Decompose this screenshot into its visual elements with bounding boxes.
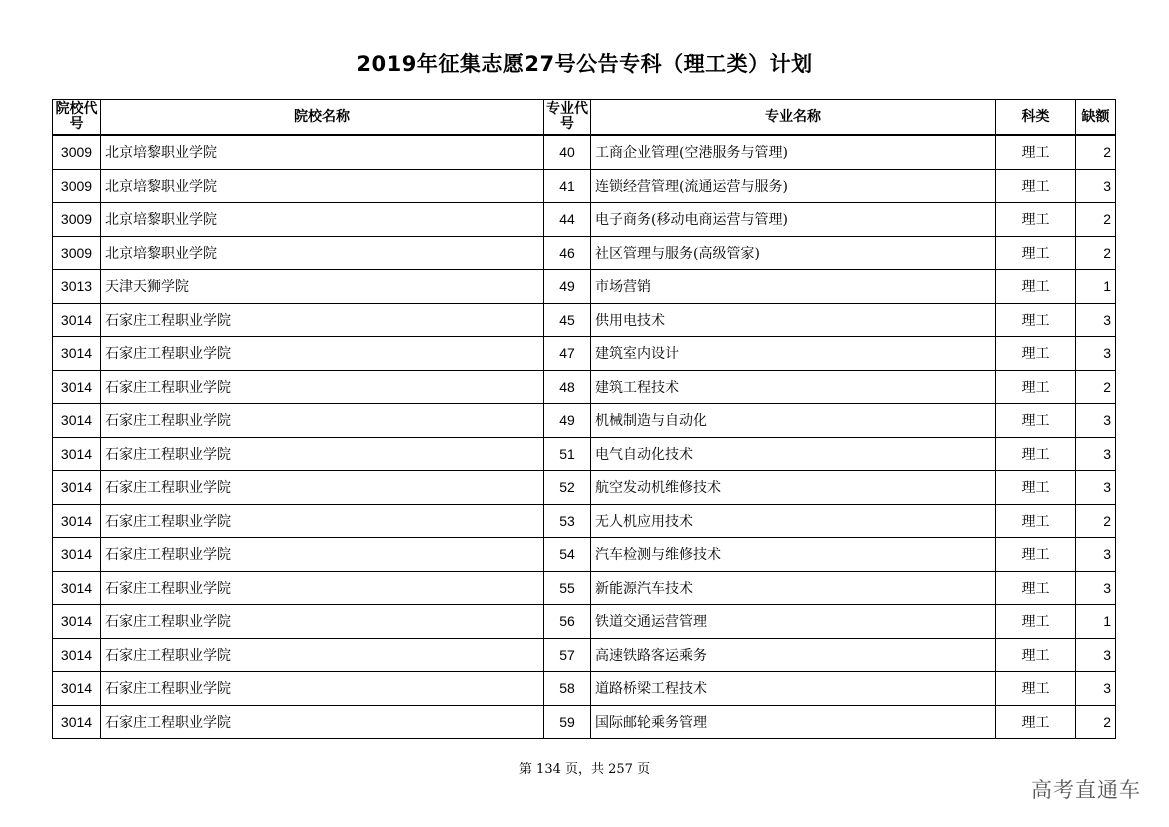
vacancy-cell: 1: [1076, 605, 1116, 639]
table-body: [53, 135, 1116, 739]
school-code-cell: 3009: [53, 236, 101, 270]
table-header: [53, 100, 1116, 136]
table-row: [53, 504, 1116, 538]
category-cell: 理工: [996, 203, 1076, 237]
major-code-cell: 58: [544, 672, 591, 706]
vacancy-cell: 2: [1076, 135, 1116, 169]
vacancy-cell: 3: [1076, 437, 1116, 471]
table-row: [53, 605, 1116, 639]
major-name-cell: 高速铁路客运乘务: [591, 638, 996, 672]
school-name-cell: 北京培黎职业学院: [101, 203, 544, 237]
major-code-cell: 51: [544, 437, 591, 471]
table-row: [53, 404, 1116, 438]
major-code-cell: 46: [544, 236, 591, 270]
header-school-code: 院校代号: [53, 100, 101, 136]
school-name-cell: 石家庄工程职业学院: [101, 605, 544, 639]
category-cell: 理工: [996, 638, 1076, 672]
school-code-cell: 3009: [53, 135, 101, 169]
page-title: 2019年征集志愿27号公告专科（理工类）计划: [356, 52, 813, 76]
school-code-cell: 3014: [53, 303, 101, 337]
major-name-cell: 电气自动化技术: [591, 437, 996, 471]
major-code-cell: 41: [544, 169, 591, 203]
school-code-cell: 3014: [53, 538, 101, 572]
major-name-cell: 建筑室内设计: [591, 337, 996, 371]
header-major-name: 专业名称: [591, 100, 996, 136]
school-name-cell: 石家庄工程职业学院: [101, 404, 544, 438]
school-name-cell: 石家庄工程职业学院: [101, 471, 544, 505]
vacancy-cell: 3: [1076, 169, 1116, 203]
major-code-cell: 54: [544, 538, 591, 572]
table-row: [53, 203, 1116, 237]
vacancy-cell: 1: [1076, 270, 1116, 304]
school-code-cell: 3009: [53, 169, 101, 203]
school-name-cell: 石家庄工程职业学院: [101, 370, 544, 404]
major-name-cell: 新能源汽车技术: [591, 571, 996, 605]
table-row: [53, 236, 1116, 270]
school-code-cell: 3014: [53, 437, 101, 471]
major-name-cell: 航空发动机维修技术: [591, 471, 996, 505]
school-name-cell: 石家庄工程职业学院: [101, 337, 544, 371]
school-code-cell: 3014: [53, 571, 101, 605]
category-cell: 理工: [996, 270, 1076, 304]
header-vacancy: 缺额: [1076, 100, 1116, 136]
major-name-cell: 汽车检测与维修技术: [591, 538, 996, 572]
category-cell: 理工: [996, 337, 1076, 371]
school-name-cell: 石家庄工程职业学院: [101, 571, 544, 605]
school-code-cell: 3014: [53, 705, 101, 739]
school-code-cell: 3014: [53, 404, 101, 438]
major-name-cell: 建筑工程技术: [591, 370, 996, 404]
major-code-cell: 49: [544, 404, 591, 438]
major-name-cell: 国际邮轮乘务管理: [591, 705, 996, 739]
table-row: [53, 471, 1116, 505]
major-code-cell: 56: [544, 605, 591, 639]
vacancy-cell: 3: [1076, 471, 1116, 505]
vacancy-cell: 2: [1076, 370, 1116, 404]
school-code-cell: 3014: [53, 638, 101, 672]
major-code-cell: 55: [544, 571, 591, 605]
category-cell: 理工: [996, 303, 1076, 337]
table-row: [53, 337, 1116, 371]
school-name-cell: 北京培黎职业学院: [101, 169, 544, 203]
vacancy-cell: 3: [1076, 303, 1116, 337]
major-code-cell: 48: [544, 370, 591, 404]
school-code-cell: 3014: [53, 337, 101, 371]
major-name-cell: 工商企业管理(空港服务与管理): [591, 135, 996, 169]
school-code-cell: 3014: [53, 672, 101, 706]
school-code-cell: 3014: [53, 605, 101, 639]
vacancy-cell: 3: [1076, 638, 1116, 672]
school-name-cell: 北京培黎职业学院: [101, 236, 544, 270]
table-row: [53, 270, 1116, 304]
major-code-cell: 57: [544, 638, 591, 672]
school-name-cell: 石家庄工程职业学院: [101, 303, 544, 337]
school-name-cell: 石家庄工程职业学院: [101, 437, 544, 471]
school-code-cell: 3014: [53, 471, 101, 505]
major-name-cell: 市场营销: [591, 270, 996, 304]
major-code-cell: 53: [544, 504, 591, 538]
school-code-cell: 3014: [53, 504, 101, 538]
major-code-cell: 52: [544, 471, 591, 505]
header-school-name: 院校名称: [101, 100, 544, 136]
vacancy-cell: 3: [1076, 571, 1116, 605]
school-name-cell: 石家庄工程职业学院: [101, 705, 544, 739]
category-cell: 理工: [996, 605, 1076, 639]
school-name-cell: 天津天狮学院: [101, 270, 544, 304]
school-name-cell: 石家庄工程职业学院: [101, 538, 544, 572]
table-row: [53, 370, 1116, 404]
major-code-cell: 44: [544, 203, 591, 237]
category-cell: 理工: [996, 571, 1076, 605]
table-row: [53, 135, 1116, 169]
vacancy-cell: 3: [1076, 672, 1116, 706]
vacancy-cell: 2: [1076, 504, 1116, 538]
table-row: [53, 705, 1116, 739]
category-cell: 理工: [996, 504, 1076, 538]
major-name-cell: 连锁经营管理(流通运营与服务): [591, 169, 996, 203]
vacancy-cell: 2: [1076, 705, 1116, 739]
table-row: [53, 672, 1116, 706]
plan-table: [52, 99, 1116, 739]
table-row: [53, 571, 1116, 605]
vacancy-cell: 3: [1076, 337, 1116, 371]
vacancy-cell: 3: [1076, 404, 1116, 438]
school-name-cell: 石家庄工程职业学院: [101, 672, 544, 706]
major-code-cell: 45: [544, 303, 591, 337]
category-cell: 理工: [996, 672, 1076, 706]
category-cell: 理工: [996, 437, 1076, 471]
school-code-cell: 3013: [53, 270, 101, 304]
category-cell: 理工: [996, 370, 1076, 404]
major-name-cell: 供用电技术: [591, 303, 996, 337]
table-row: [53, 437, 1116, 471]
school-name-cell: 石家庄工程职业学院: [101, 638, 544, 672]
vacancy-cell: 2: [1076, 203, 1116, 237]
category-cell: 理工: [996, 705, 1076, 739]
major-code-cell: 49: [544, 270, 591, 304]
major-name-cell: 铁道交通运营管理: [591, 605, 996, 639]
category-cell: 理工: [996, 135, 1076, 169]
major-name-cell: 道路桥梁工程技术: [591, 672, 996, 706]
page-footer: 第 134 页，共 257 页: [518, 762, 651, 777]
category-cell: 理工: [996, 471, 1076, 505]
school-code-cell: 3014: [53, 370, 101, 404]
category-cell: 理工: [996, 169, 1076, 203]
category-cell: 理工: [996, 236, 1076, 270]
major-name-cell: 机械制造与自动化: [591, 404, 996, 438]
major-code-cell: 59: [544, 705, 591, 739]
major-code-cell: 40: [544, 135, 591, 169]
school-name-cell: 石家庄工程职业学院: [101, 504, 544, 538]
category-cell: 理工: [996, 538, 1076, 572]
header-major-code: 专业代号: [544, 100, 591, 136]
table-row: [53, 303, 1116, 337]
major-name-cell: 电子商务(移动电商运营与管理): [591, 203, 996, 237]
school-name-cell: 北京培黎职业学院: [101, 135, 544, 169]
vacancy-cell: 3: [1076, 538, 1116, 572]
header-category: 科类: [996, 100, 1076, 136]
category-cell: 理工: [996, 404, 1076, 438]
table-row: [53, 169, 1116, 203]
major-name-cell: 社区管理与服务(高级管家): [591, 236, 996, 270]
table-row: [53, 638, 1116, 672]
vacancy-cell: 2: [1076, 236, 1116, 270]
watermark: 高考直通车: [1031, 778, 1141, 802]
major-code-cell: 47: [544, 337, 591, 371]
table-row: [53, 538, 1116, 572]
school-code-cell: 3009: [53, 203, 101, 237]
major-name-cell: 无人机应用技术: [591, 504, 996, 538]
